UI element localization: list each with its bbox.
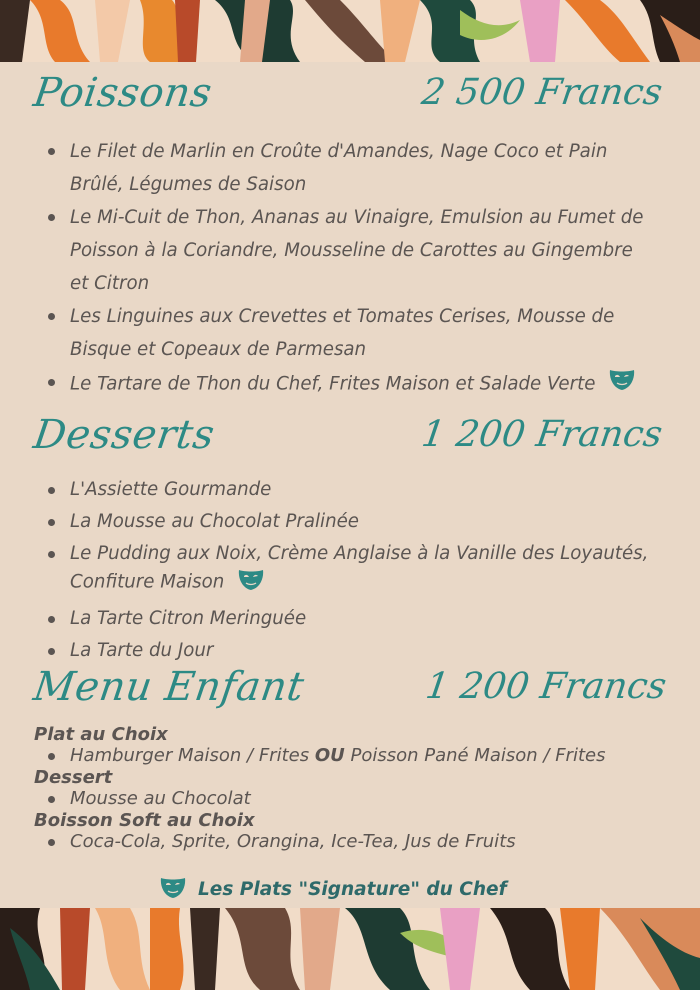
section-title: Desserts (30, 412, 218, 458)
category-heading: Dessert (34, 767, 113, 788)
category-heading: Plat au Choix (34, 724, 168, 745)
list-item: L'Assiette Gourmande (46, 478, 656, 502)
list-item: Les Linguines aux Crevettes et Tomates Cerises, Mousse de Bisque et Copeaux de Parmesan (46, 300, 656, 366)
list-item: La Tarte du Jour (46, 639, 656, 663)
poissons-list (46, 135, 656, 403)
list-item: Le Pudding aux Noix, Crème Anglaise à la Vanille des Loyautés, Confiture Maison (46, 542, 656, 599)
list-item: La Tarte Citron Meringuée (46, 607, 656, 631)
category-heading: Boisson Soft au Choix (34, 810, 255, 831)
mask-icon (236, 566, 266, 599)
section-head-poissons (0, 70, 700, 130)
section-title: Poissons (30, 70, 215, 116)
list-item: La Mousse au Chocolat Pralinée (46, 510, 656, 534)
list-item: Le Mi-Cuit de Thon, Ananas au Vinaigre, Emulsion au Fumet de Poisson à la Coriandre, Mousseline de Carottes au Gingembre et Citron (46, 201, 656, 300)
section-price: 1 200 Francs (423, 666, 669, 707)
list-item: Mousse au Chocolat (34, 788, 674, 810)
menu-enfant-list (34, 724, 674, 853)
desserts-list (46, 478, 656, 671)
decorative-bottom-band (0, 908, 700, 990)
section-title: Menu Enfant (30, 664, 308, 710)
signature-legend (158, 874, 507, 904)
list-item: Le Filet de Marlin en Croûte d'Amandes, Nage Coco et Pain Brûlé, Légumes de Saison (46, 135, 656, 201)
mask-icon (607, 366, 637, 403)
legend-text: Les Plats "Signature" du Chef (198, 878, 507, 900)
section-price: 1 200 Francs (419, 414, 665, 455)
list-item: Le Tartare de Thon du Chef, Frites Maison et Salade Verte (46, 366, 656, 403)
section-head-menu-enfant (0, 664, 700, 724)
list-item: Hamburger Maison / Frites OU Poisson Pané Maison / Frites (34, 745, 674, 767)
mask-icon (158, 874, 188, 904)
list-item: Coca-Cola, Sprite, Orangina, Ice-Tea, Jus de Fruits (34, 831, 674, 853)
decorative-top-band (0, 0, 700, 62)
section-price: 2 500 Francs (419, 72, 665, 113)
section-head-desserts (0, 412, 700, 472)
